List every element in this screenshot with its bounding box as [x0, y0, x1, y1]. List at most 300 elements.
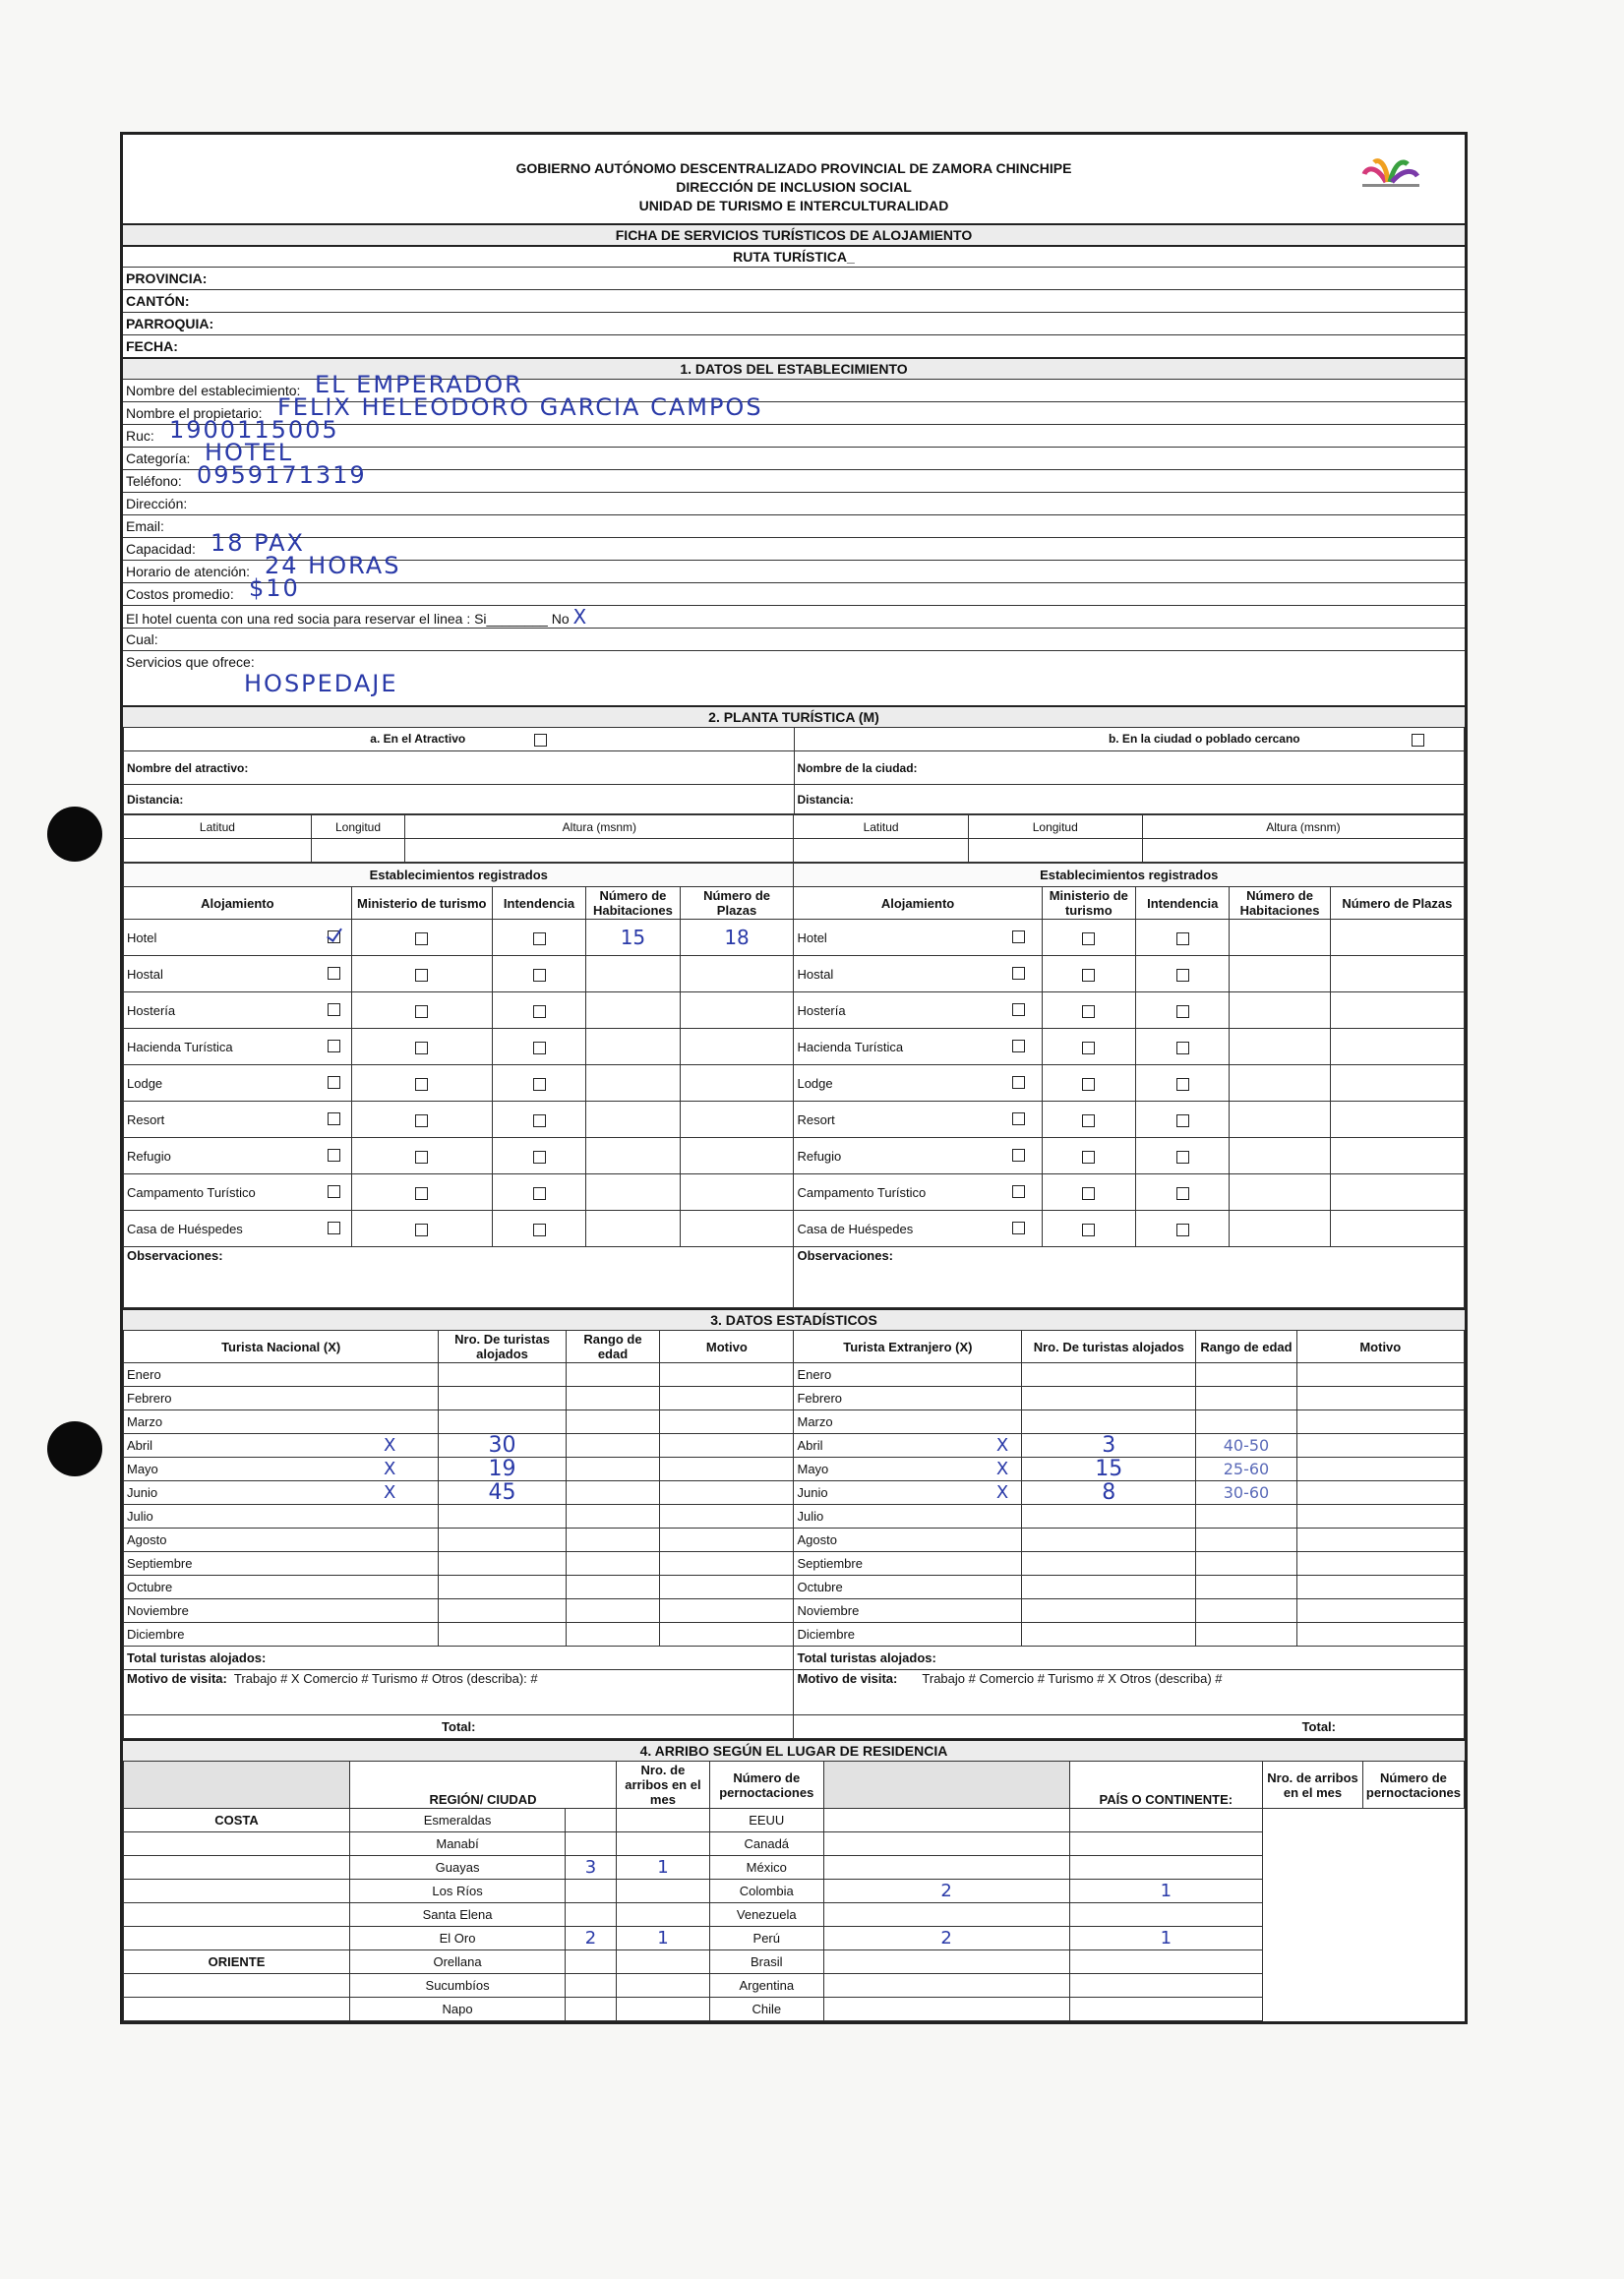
national-motive	[660, 1623, 794, 1647]
col-national: Turista Nacional (X)	[124, 1331, 439, 1363]
country-label: EEUU	[709, 1809, 823, 1832]
latitude-label: Latitud	[794, 815, 968, 839]
services-value: HOSPEDAJE	[244, 670, 398, 697]
national-motive	[660, 1599, 794, 1623]
national-count	[439, 1410, 566, 1434]
intendencia-checkbox[interactable]	[1176, 932, 1189, 945]
intendencia-checkbox[interactable]	[1176, 969, 1189, 982]
statistics-table	[123, 1330, 1465, 1739]
arrival-row	[124, 1880, 1465, 1903]
foreign-mark: X	[995, 1481, 1009, 1503]
foreign-count	[1022, 1529, 1196, 1552]
foreign-count: 3	[1022, 1434, 1196, 1458]
col-nat-age: Rango de edad	[566, 1331, 659, 1363]
foreign-motive	[1296, 1552, 1464, 1576]
intendencia-checkbox[interactable]	[533, 932, 546, 945]
field-label: Ruc:	[126, 428, 154, 444]
ministry-checkbox[interactable]	[1082, 1078, 1095, 1091]
col-ministerio: Ministerio de turismo	[351, 887, 492, 920]
field-row	[123, 461, 1465, 492]
section4-title: 4. ARRIBO SEGÚN EL LUGAR DE RESIDENCIA	[123, 1739, 1465, 1761]
lodging-type: Resort	[124, 1102, 352, 1138]
ministry-checkbox[interactable]	[1082, 1224, 1095, 1236]
direction-title: DIRECCIÓN DE INCLUSION SOCIAL	[676, 179, 912, 195]
places-cell	[680, 956, 794, 992]
country-label: Venezuela	[709, 1903, 823, 1927]
rooms-cell: 15	[586, 920, 680, 956]
lodging-type: Lodge	[124, 1065, 352, 1102]
type-checkbox[interactable]	[1012, 1222, 1025, 1234]
col-habitaciones: Número de Habitaciones	[586, 887, 680, 920]
type-checkbox[interactable]	[1012, 930, 1025, 943]
foreign-mark: X	[995, 1434, 1009, 1456]
rooms-cell	[1230, 956, 1330, 992]
region-nights	[616, 1903, 709, 1927]
arrival-row	[124, 1927, 1465, 1950]
ministry-checkbox[interactable]	[1082, 1151, 1095, 1164]
type-checkbox[interactable]	[328, 1040, 340, 1052]
foreign-motive	[1296, 1410, 1464, 1434]
field-label: Capacidad:	[126, 541, 196, 557]
month-label: Septiembre	[124, 1552, 439, 1576]
field-value: 24 HORAS	[265, 552, 401, 579]
national-motive	[660, 1529, 794, 1552]
col-nat-motive: Motivo	[660, 1331, 794, 1363]
col-nights: Número de pernoctaciones	[1362, 1762, 1464, 1809]
region-arrivals	[566, 1903, 617, 1927]
services-row	[123, 650, 1465, 705]
places-cell	[680, 1211, 794, 1247]
longitude-label: Longitud	[311, 815, 404, 839]
foreign-age	[1196, 1505, 1296, 1529]
national-age	[566, 1387, 659, 1410]
col-alojamiento: Alojamiento	[794, 887, 1042, 920]
country-label: Canadá	[709, 1832, 823, 1856]
region-nights	[616, 1832, 709, 1856]
ministry-checkbox[interactable]	[415, 1151, 428, 1164]
type-checkbox[interactable]	[328, 1076, 340, 1089]
foreign-motive	[1296, 1505, 1464, 1529]
national-age	[566, 1623, 659, 1647]
lodging-type: Lodge	[794, 1065, 1042, 1102]
lodging-type: Refugio	[794, 1138, 1042, 1174]
foreign-count	[1022, 1623, 1196, 1647]
foreign-motive	[1296, 1576, 1464, 1599]
field-value: EL EMPERADOR	[315, 371, 523, 398]
lodging-type: Hostería	[794, 992, 1042, 1029]
national-mark: X	[383, 1481, 396, 1503]
motive-left: Motivo de visita: Trabajo # X Comercio # Turismo # Otros (describa): #	[124, 1670, 794, 1715]
provincial-logo-icon	[1356, 154, 1425, 194]
latitude-label: Latitud	[124, 815, 312, 839]
region-arrivals	[566, 1998, 617, 2021]
col-for-age: Rango de edad	[1196, 1331, 1296, 1363]
lodging-type: Campamento Turístico	[124, 1174, 352, 1211]
col-habitaciones: Número de Habitaciones	[1230, 887, 1330, 920]
ministry-checkbox[interactable]	[415, 1078, 428, 1091]
month-label: Marzo	[794, 1410, 1022, 1434]
intendencia-checkbox[interactable]	[1176, 1151, 1189, 1164]
month-label: Marzo	[124, 1410, 439, 1434]
canton-row: CANTÓN:	[123, 289, 1465, 312]
rooms-cell	[1230, 920, 1330, 956]
region-label	[124, 1832, 350, 1856]
arrival-row	[124, 1809, 1465, 1832]
rooms-cell	[1230, 1029, 1330, 1065]
type-checkbox[interactable]	[328, 1003, 340, 1016]
binder-hole	[47, 807, 102, 862]
type-checkbox[interactable]	[1012, 1003, 1025, 1016]
foreign-motive	[1296, 1363, 1464, 1387]
total-right: Total turistas alojados:	[794, 1647, 1465, 1670]
country-label: Argentina	[709, 1974, 823, 1998]
registered-left: Establecimientos registrados	[124, 864, 794, 887]
field-value: FELIX HELEODORO GARCIA CAMPOS	[277, 393, 763, 421]
city-label: Napo	[350, 1998, 566, 2021]
month-row	[124, 1458, 1465, 1481]
ministry-checkbox[interactable]	[1082, 1114, 1095, 1127]
rooms-cell	[1230, 1138, 1330, 1174]
rooms-cell	[586, 956, 680, 992]
city-label: Los Ríos	[350, 1880, 566, 1903]
national-motive	[660, 1576, 794, 1599]
foreign-age	[1196, 1552, 1296, 1576]
ministry-checkbox[interactable]	[415, 969, 428, 982]
intendencia-checkbox[interactable]	[1176, 1224, 1189, 1236]
intendencia-checkbox[interactable]	[533, 1005, 546, 1018]
intendencia-checkbox[interactable]	[1176, 1187, 1189, 1200]
country-arrivals	[823, 1950, 1069, 1974]
lodging-type: Refugio	[124, 1138, 352, 1174]
total-right-sum: Total:	[794, 1715, 1465, 1739]
country-label: Brasil	[709, 1950, 823, 1974]
city-label: El Oro	[350, 1927, 566, 1950]
type-checkbox[interactable]	[328, 967, 340, 980]
month-label: Febrero	[124, 1387, 439, 1410]
intendencia-checkbox[interactable]	[1176, 1005, 1189, 1018]
foreign-count	[1022, 1387, 1196, 1410]
national-count	[439, 1363, 566, 1387]
field-label: Categoría:	[126, 450, 191, 466]
foreign-motive	[1296, 1599, 1464, 1623]
col-nat-count: Nro. De turistas alojados	[439, 1331, 566, 1363]
month-row	[124, 1505, 1465, 1529]
month-label: Diciembre	[124, 1623, 439, 1647]
intendencia-checkbox[interactable]	[533, 1151, 546, 1164]
national-count	[439, 1599, 566, 1623]
arrival-row	[124, 1950, 1465, 1974]
city-label: Santa Elena	[350, 1903, 566, 1927]
attraction-checkbox[interactable]	[534, 734, 547, 747]
col-arrivals: Nro. de arribos en el mes	[616, 1762, 709, 1809]
rooms-cell	[586, 1065, 680, 1102]
attraction-distance: Distancia:	[124, 785, 795, 814]
establishment-row	[124, 992, 1465, 1029]
plant-location-table	[123, 727, 1465, 814]
region-arrivals: 3	[566, 1856, 617, 1880]
national-mark: X	[383, 1434, 396, 1456]
places-cell	[1330, 1065, 1464, 1102]
foreign-mark: X	[995, 1458, 1009, 1479]
month-row	[124, 1481, 1465, 1505]
establishment-row	[124, 1102, 1465, 1138]
region-nights	[616, 1950, 709, 1974]
lodging-type: Campamento Turístico	[794, 1174, 1042, 1211]
establishment-row	[124, 1211, 1465, 1247]
region-arrivals: 2	[566, 1927, 617, 1950]
national-age	[566, 1552, 659, 1576]
foreign-motive	[1296, 1623, 1464, 1647]
region-arrivals	[566, 1832, 617, 1856]
foreign-count: 8	[1022, 1481, 1196, 1505]
region-label	[124, 1927, 350, 1950]
rooms-cell	[1230, 1102, 1330, 1138]
provincia-row: PROVINCIA:	[123, 267, 1465, 289]
region-label	[124, 1903, 350, 1927]
month-row	[124, 1529, 1465, 1552]
places-cell	[1330, 1102, 1464, 1138]
unit-title: UNIDAD DE TURISMO E INTERCULTURALIDAD	[638, 198, 949, 213]
national-count: 30	[439, 1434, 566, 1458]
national-count: 45	[439, 1481, 566, 1505]
col-plazas: Número de Plazas	[680, 887, 794, 920]
in-city: b. En la ciudad o poblado cercano	[794, 728, 1465, 751]
month-row	[124, 1410, 1465, 1434]
places-cell	[1330, 1174, 1464, 1211]
col-arrivals: Nro. de arribos en el mes	[1263, 1762, 1363, 1809]
national-count	[439, 1529, 566, 1552]
form-header	[123, 135, 1465, 223]
country-arrivals	[823, 1832, 1069, 1856]
motive-right: Motivo de visita: Trabajo # Comercio # Turismo # X Otros (describa) #	[794, 1670, 1465, 1715]
lodging-type: Casa de Huéspedes	[124, 1211, 352, 1247]
foreign-count: 15	[1022, 1458, 1196, 1481]
col-intendencia: Intendencia	[1136, 887, 1230, 920]
foreign-age: 25-60	[1196, 1458, 1296, 1481]
national-motive	[660, 1363, 794, 1387]
longitude-label: Longitud	[968, 815, 1142, 839]
places-cell	[1330, 992, 1464, 1029]
national-age	[566, 1505, 659, 1529]
country-nights: 1	[1069, 1880, 1263, 1903]
ministry-checkbox[interactable]	[415, 1114, 428, 1127]
ministry-checkbox[interactable]	[415, 1224, 428, 1236]
establishment-row	[124, 1174, 1465, 1211]
ministry-checkbox[interactable]	[1082, 1042, 1095, 1054]
observations-right: Observaciones:	[794, 1247, 1465, 1308]
foreign-age	[1196, 1410, 1296, 1434]
ministry-checkbox[interactable]	[415, 1187, 428, 1200]
type-checkbox[interactable]	[1012, 967, 1025, 980]
month-row	[124, 1387, 1465, 1410]
section3-title: 3. DATOS ESTADÍSTICOS	[123, 1308, 1465, 1330]
foreign-age	[1196, 1576, 1296, 1599]
registered-right: Establecimientos registrados	[794, 864, 1465, 887]
registered-establishments-table	[123, 863, 1465, 1308]
month-label: Enero	[794, 1363, 1022, 1387]
month-label: Octubre	[124, 1576, 439, 1599]
country-nights	[1069, 1903, 1263, 1927]
type-checkbox[interactable]	[328, 1222, 340, 1234]
altitude-label: Altura (msnm)	[405, 815, 794, 839]
foreign-count	[1022, 1552, 1196, 1576]
col-plazas: Número de Plazas	[1330, 887, 1464, 920]
col-foreign: Turista Extranjero (X)	[794, 1331, 1022, 1363]
establishment-row	[124, 1029, 1465, 1065]
foreign-count	[1022, 1505, 1196, 1529]
national-count	[439, 1576, 566, 1599]
col-region: REGIÓN/ CIUDAD	[350, 1762, 617, 1809]
field-row	[123, 514, 1465, 537]
national-motive	[660, 1458, 794, 1481]
ministry-checkbox[interactable]	[415, 1005, 428, 1018]
foreign-motive	[1296, 1458, 1464, 1481]
region-label: COSTA	[124, 1809, 350, 1832]
country-arrivals	[823, 1809, 1069, 1832]
lodging-type: Hostal	[124, 956, 352, 992]
region-arrivals	[566, 1809, 617, 1832]
foreign-age	[1196, 1529, 1296, 1552]
lodging-type: Hacienda Turística	[794, 1029, 1042, 1065]
national-age	[566, 1576, 659, 1599]
region-nights	[616, 1974, 709, 1998]
field-label: Horario de atención:	[126, 564, 251, 579]
month-row	[124, 1434, 1465, 1458]
intendencia-checkbox[interactable]	[533, 1187, 546, 1200]
region-arrivals	[566, 1880, 617, 1903]
region-nights: 1	[616, 1856, 709, 1880]
country-nights	[1069, 1998, 1263, 2021]
ministry-checkbox[interactable]	[1082, 932, 1095, 945]
country-nights	[1069, 1809, 1263, 1832]
month-label: Mayo X	[124, 1458, 439, 1481]
ministry-checkbox[interactable]	[1082, 1187, 1095, 1200]
intendencia-checkbox[interactable]	[1176, 1078, 1189, 1091]
gov-title: GOBIERNO AUTÓNOMO DESCENTRALIZADO PROVINCIAL DE ZAMORA CHINCHIPE	[515, 160, 1072, 176]
region-nights	[616, 1998, 709, 2021]
rooms-cell	[586, 1211, 680, 1247]
type-checkbox[interactable]	[1012, 1112, 1025, 1125]
national-age	[566, 1481, 659, 1505]
type-checkbox[interactable]	[1012, 1185, 1025, 1198]
intendencia-checkbox[interactable]	[1176, 1114, 1189, 1127]
rooms-cell	[586, 1102, 680, 1138]
type-checkbox[interactable]	[328, 1149, 340, 1162]
month-label: Enero	[124, 1363, 439, 1387]
intendencia-checkbox[interactable]	[533, 1114, 546, 1127]
national-motive	[660, 1434, 794, 1458]
region-label	[124, 1856, 350, 1880]
country-arrivals	[823, 1998, 1069, 2021]
month-label: Julio	[794, 1505, 1022, 1529]
places-cell	[1330, 956, 1464, 992]
month-row	[124, 1363, 1465, 1387]
route-title: RUTA TURÍSTICA_	[123, 245, 1465, 267]
lodging-type: Hotel	[124, 920, 352, 956]
rooms-cell	[586, 1138, 680, 1174]
city-name: Nombre de la ciudad:	[794, 751, 1465, 785]
places-cell	[1330, 920, 1464, 956]
country-label: México	[709, 1856, 823, 1880]
month-row	[124, 1576, 1465, 1599]
country-arrivals	[823, 1856, 1069, 1880]
lodging-type: Hostería	[124, 992, 352, 1029]
month-label: Noviembre	[124, 1599, 439, 1623]
field-row	[123, 574, 1465, 605]
month-label: Julio	[124, 1505, 439, 1529]
col-alojamiento: Alojamiento	[124, 887, 352, 920]
type-checkbox[interactable]	[328, 930, 340, 943]
arrival-row	[124, 1832, 1465, 1856]
type-checkbox[interactable]	[1012, 1076, 1025, 1089]
national-mark: X	[383, 1458, 396, 1479]
national-count	[439, 1623, 566, 1647]
intendencia-checkbox[interactable]	[533, 1224, 546, 1236]
intendencia-checkbox[interactable]	[533, 969, 546, 982]
rooms-cell	[586, 1029, 680, 1065]
ministry-checkbox[interactable]	[1082, 1005, 1095, 1018]
foreign-age	[1196, 1623, 1296, 1647]
ministry-checkbox[interactable]	[415, 1042, 428, 1054]
type-checkbox[interactable]	[1012, 1149, 1025, 1162]
type-checkbox[interactable]	[1012, 1040, 1025, 1052]
country-arrivals	[823, 1903, 1069, 1927]
observations-left: Observaciones:	[124, 1247, 794, 1308]
type-checkbox[interactable]	[328, 1185, 340, 1198]
national-age	[566, 1529, 659, 1552]
month-label: Noviembre	[794, 1599, 1022, 1623]
network-question: El hotel cuenta con una red socia para reservar el linea : Si________ No	[126, 611, 570, 627]
rooms-cell	[1230, 1065, 1330, 1102]
country-nights	[1069, 1950, 1263, 1974]
field-row	[123, 552, 1465, 582]
field-label: Nombre del establecimiento:	[126, 383, 301, 398]
section1-title: 1. DATOS DEL ESTABLECIMIENTO	[123, 357, 1465, 379]
tourism-form	[120, 132, 1468, 2024]
intendencia-checkbox[interactable]	[1176, 1042, 1189, 1054]
binder-hole	[47, 1421, 102, 1476]
field-label: Email:	[126, 518, 164, 534]
intendencia-checkbox[interactable]	[533, 1078, 546, 1091]
altitude-label: Altura (msnm)	[1142, 815, 1464, 839]
month-row	[124, 1552, 1465, 1576]
foreign-age	[1196, 1599, 1296, 1623]
country-arrivals: 2	[823, 1927, 1069, 1950]
col-for-motive: Motivo	[1296, 1331, 1464, 1363]
in-attraction: a. En el Atractivo	[124, 728, 795, 751]
month-row	[124, 1623, 1465, 1647]
lodging-type: Hostal	[794, 956, 1042, 992]
national-motive	[660, 1387, 794, 1410]
arrival-row	[124, 1856, 1465, 1880]
cual-row: Cual:	[123, 628, 1465, 650]
foreign-motive	[1296, 1529, 1464, 1552]
rooms-cell	[1230, 1174, 1330, 1211]
ministry-checkbox[interactable]	[415, 932, 428, 945]
places-cell	[680, 1138, 794, 1174]
city-label: Esmeraldas	[350, 1809, 566, 1832]
section2-title: 2. PLANTA TURÍSTICA (M)	[123, 705, 1465, 727]
type-checkbox[interactable]	[328, 1112, 340, 1125]
field-label: Dirección:	[126, 496, 188, 511]
city-checkbox[interactable]	[1412, 734, 1424, 747]
national-count	[439, 1387, 566, 1410]
national-motive	[660, 1410, 794, 1434]
field-label: Teléfono:	[126, 473, 182, 489]
intendencia-checkbox[interactable]	[533, 1042, 546, 1054]
ministry-checkbox[interactable]	[1082, 969, 1095, 982]
foreign-motive	[1296, 1387, 1464, 1410]
